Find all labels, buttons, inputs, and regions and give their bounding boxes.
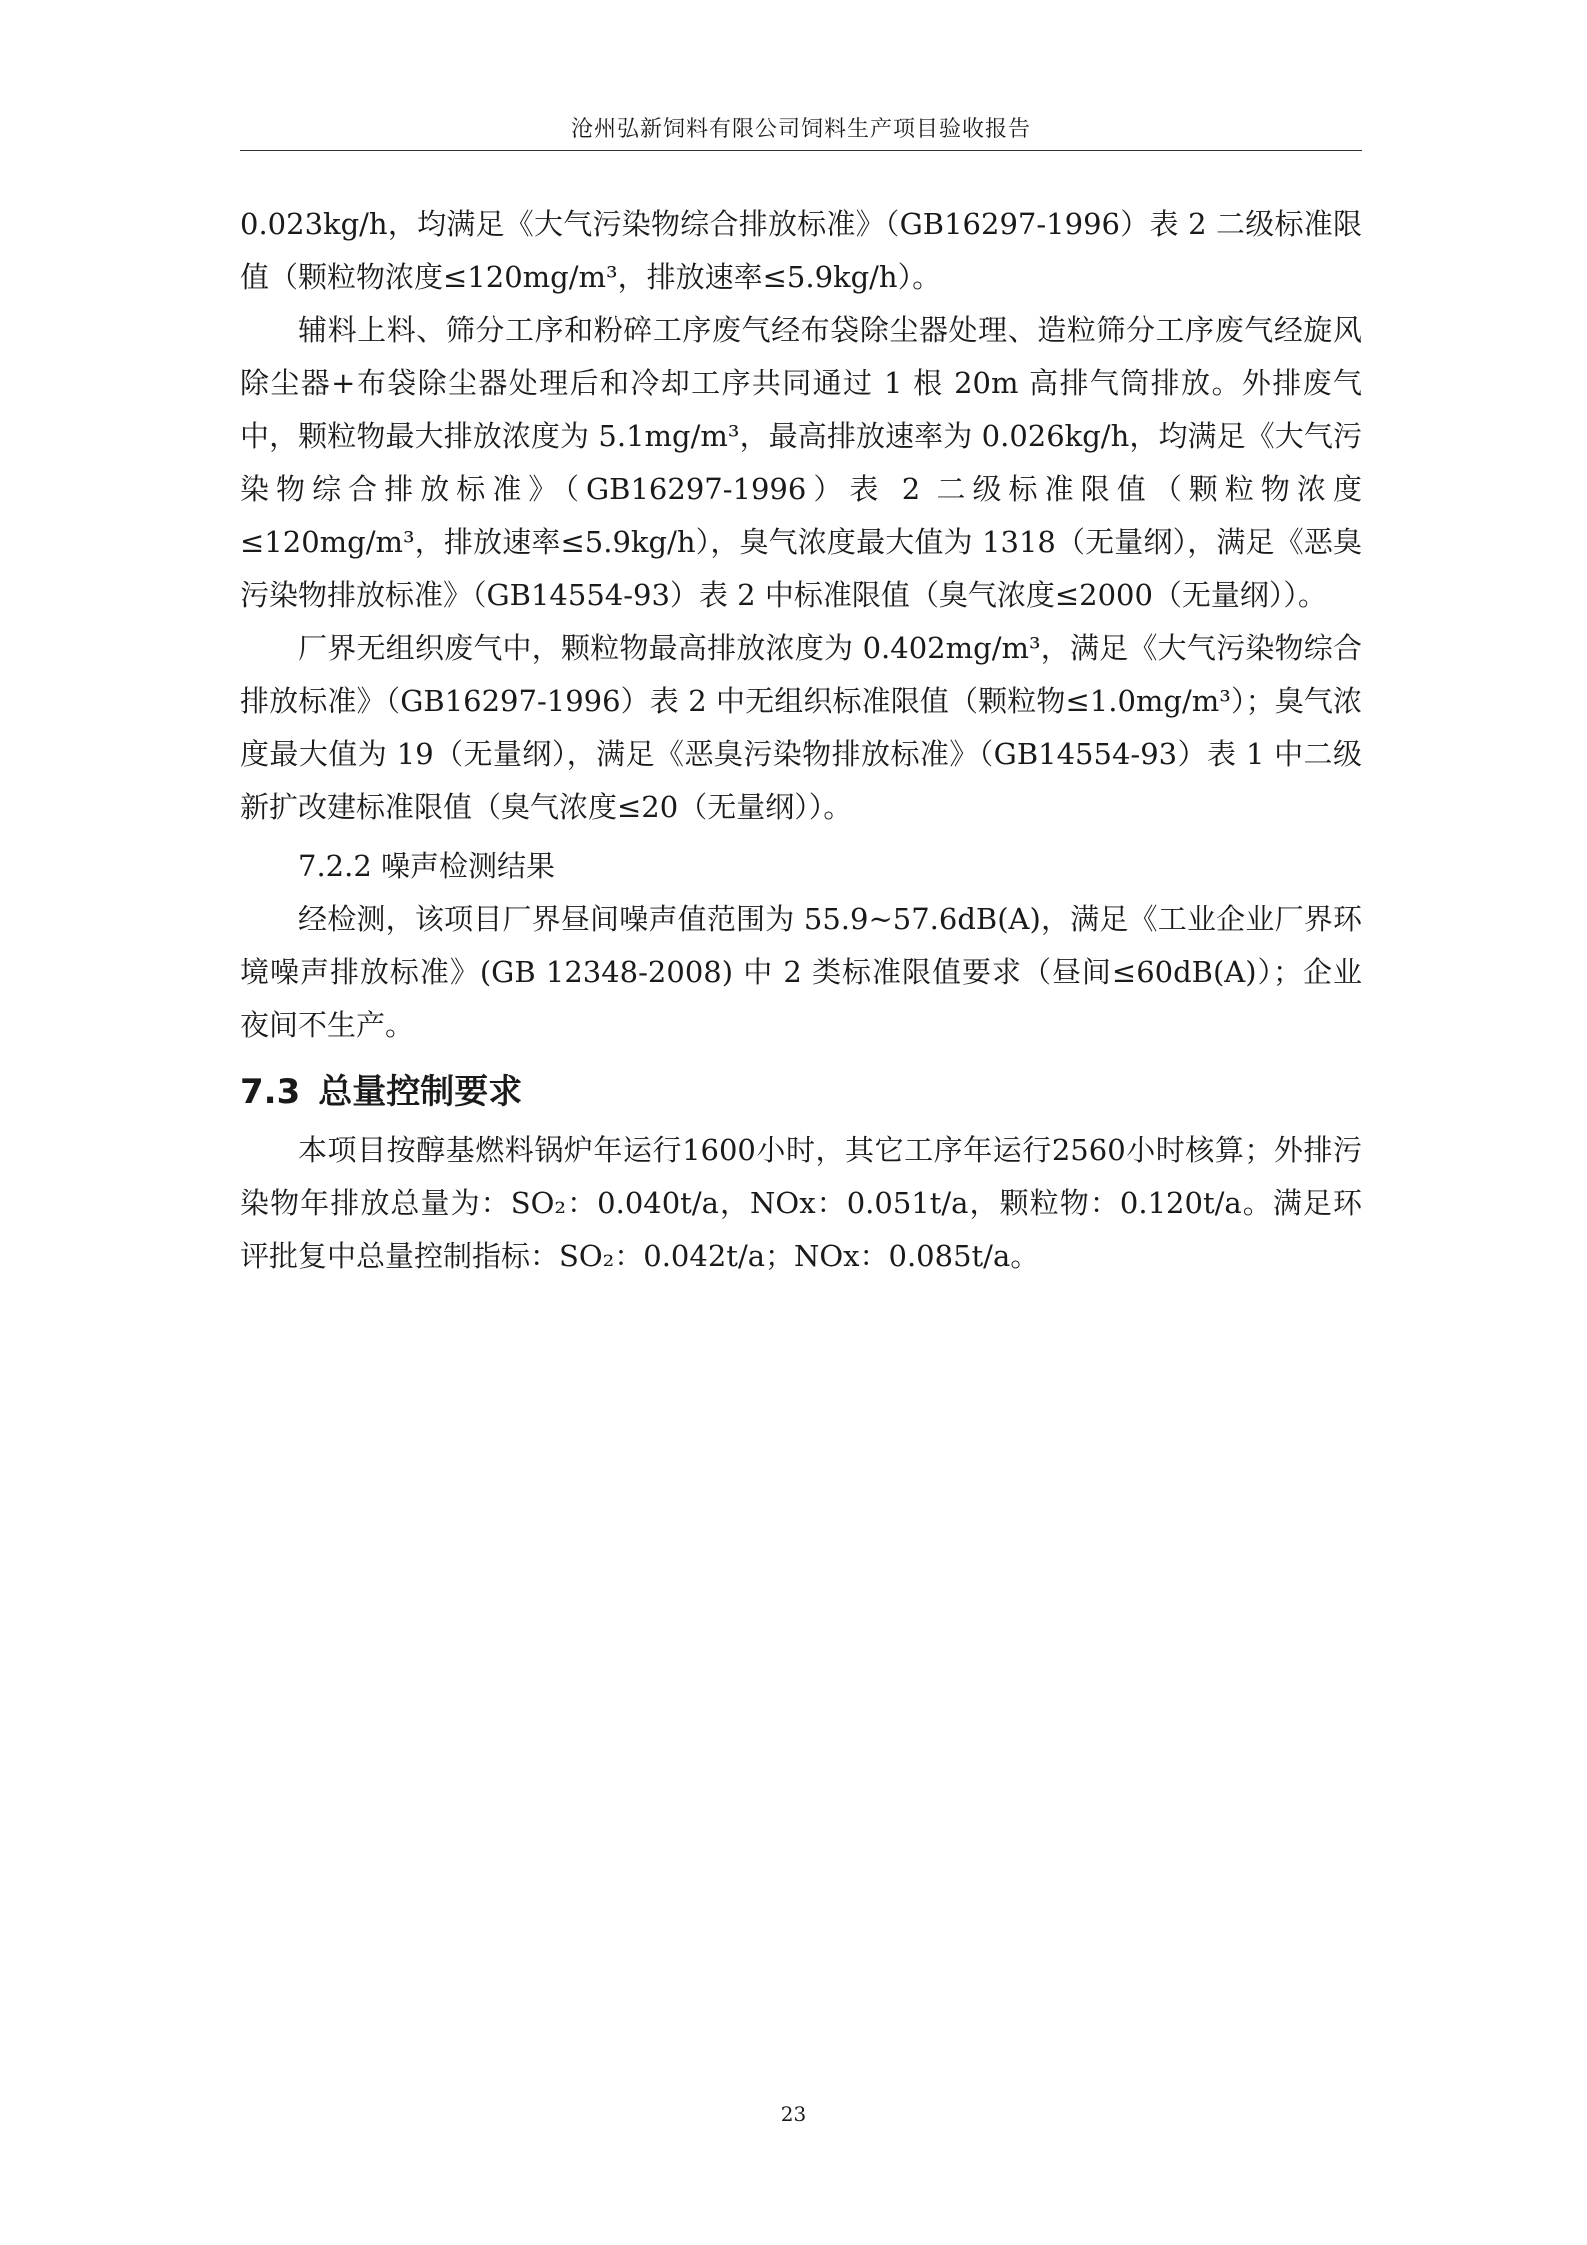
page-header-title: 沧州弘新饲料有限公司饲料生产项目验收报告: [570, 117, 1031, 142]
paragraph-emission-standard: 0.023kg/h，均满足《大气污染物综合排放标准》（GB16297-1996）表 2 二级标准限值（颗粒物浓度≤120mg/m³，排放速率≤5.9kg/h）。: [240, 207, 1362, 294]
header-divider: [240, 150, 1362, 151]
paragraph-noise-results: 经检测，该项目厂界昼间噪声值范围为 55.9~57.6dB(A)，满足《工业企业厂界环境噪声排放标准》(GB 12348-2008) 中 2 类标准限值要求（昼间≤60dB(A)）；企业夜间不生产。: [240, 902, 1362, 1042]
document-body: [240, 198, 1362, 1283]
page-number: 23: [780, 2102, 807, 2126]
section-number: 7.3: [240, 1072, 301, 1112]
paragraph-fugitive-emission: 厂界无组织废气中，颗粒物最高排放浓度为 0.402mg/m³，满足《大气污染物综合排放标准》（GB16297-1996）表 2 中无组织标准限值（颗粒物≤1.0mg/m³）；臭气浓度最大值为 19（无量纲），满足《恶臭污染物排放标准》（GB14554-93）表 1 中二级新扩改建标准限值（臭气浓度≤20（无量纲））。: [240, 631, 1362, 824]
section-heading: [240, 1062, 1362, 1122]
section-title: 总量控制要求: [318, 1072, 523, 1112]
subsection-heading-noise: 7.2.2 噪声检测结果: [298, 849, 556, 883]
paragraph-total-control: 本项目按醇基燃料锅炉年运行1600小时，其它工序年运行2560小时核算；外排污染物年排放总量为：SO₂：0.040t/a，NOx：0.051t/a，颗粒物：0.120t/a。满足环评批复中总量控制指标：SO₂：0.042t/a；NOx：0.085t/a。: [240, 1133, 1362, 1273]
paragraph-exhaust-stack: 辅料上料、筛分工序和粉碎工序废气经布袋除尘器处理、造粒筛分工序废气经旋风除尘器+布袋除尘器处理后和冷却工序共同通过 1 根 20m 高排气筒排放。外排废气中，颗粒物最大排放浓度为 5.1mg/m³，最高排放速率为 0.026kg/h，均满足《大气污染物综合排放标准》（GB16297-1996）表 2 二级标准限值（颗粒物浓度≤120mg/m³，排放速率≤5.9kg/h），臭气浓度最大值为 1318（无量纲），满足《恶臭污染物排放标准》（GB14554-93）表 2 中标准限值（臭气浓度≤2000（无量纲））。: [240, 313, 1362, 612]
